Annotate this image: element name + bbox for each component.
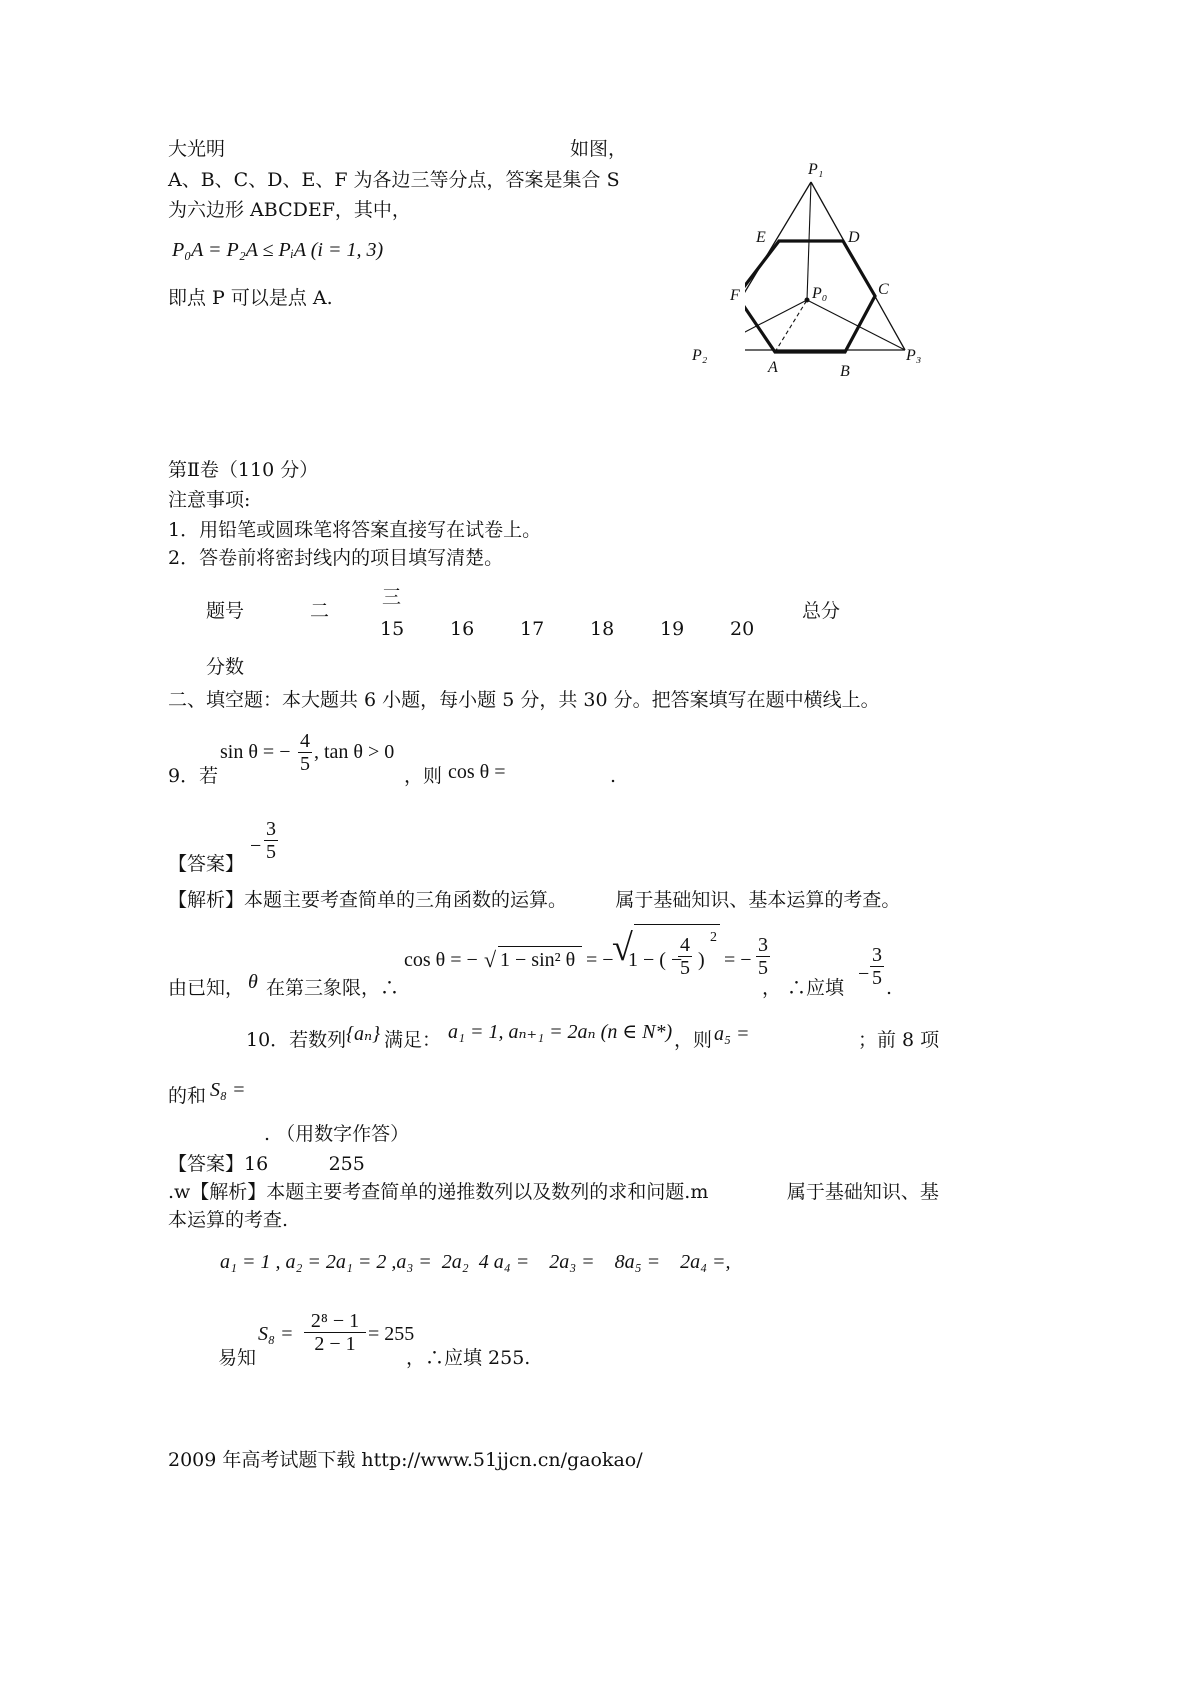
q9-result-num: 3 <box>758 934 768 956</box>
score-table-total: 总分 <box>802 600 841 622</box>
q10-sum-prefix: 的和 <box>168 1085 207 1107</box>
notice-item-1: 1．用铅笔或圆珠笔将答案直接写在试卷上。 <box>168 519 542 541</box>
q9-answer-label: 【答案】 <box>168 853 245 875</box>
q9-answer-fraction <box>264 818 278 863</box>
q9-solve-a: cos θ = − <box>404 949 478 971</box>
score-table-sub-18: 18 <box>590 618 615 640</box>
q9-solve-c: = − <box>724 949 752 971</box>
q9-fraction <box>298 730 312 775</box>
q9-period: . <box>886 977 893 999</box>
q10-seq-line: a₁ = 1 , a₂ = 2a₁ = 2 ,a₃ = 2a₂ 4 a₄ = 2a₃ = 8a₅ = 2a₄ =, <box>220 1251 731 1273</box>
q10-satisfy: 满足： <box>384 1029 442 1051</box>
q9-end: . <box>610 765 617 787</box>
score-table-sub-20: 20 <box>730 618 755 640</box>
score-table-sub-16: 16 <box>450 618 475 640</box>
q9-answer-sign: − <box>250 835 262 857</box>
q9-ask: cos θ = <box>448 761 506 783</box>
q10-first8: ；前 8 项 <box>858 1029 940 1051</box>
hexagon-abcdef <box>745 241 875 352</box>
q10-cond: a₁ = 1, aₙ₊₁ = 2aₙ (n ∈ N*) <box>448 1021 673 1043</box>
q9-big-inner-a: 1 − ( − <box>628 949 683 971</box>
label-p1: P₁ <box>808 161 824 178</box>
q9-analysis: 【解析】本题主要考查简单的三角函数的运算。 属于基础知识、基本运算的考查。 <box>168 889 901 911</box>
q9-sup2: 2 <box>710 930 717 945</box>
q9-frac-den: 5 <box>300 753 310 775</box>
q10-s8-den: 2 − 1 <box>314 1333 356 1355</box>
q9-fill-sign: − <box>858 963 870 985</box>
label-f: F <box>730 287 740 304</box>
q10-then: ，则 <box>674 1029 713 1051</box>
q9-result-fraction <box>756 934 770 979</box>
q9-solve-prefix: 由已知， <box>168 977 245 999</box>
q9-fill-den: 5 <box>872 967 882 989</box>
q10-analysis-a: .w【解析】本题主要考查简单的递推数列以及数列的求和问题.m 属于基础知识、基 <box>168 1181 939 1203</box>
text-top-line4: 即点 P 可以是点 A. <box>168 287 333 309</box>
q10-s8: S₈ = <box>210 1079 246 1101</box>
q9-result-den: 5 <box>758 957 768 979</box>
sqrt-bar-1 <box>498 946 582 947</box>
line-p2-p0 <box>745 300 807 350</box>
score-table-sub-19: 19 <box>660 618 685 640</box>
point-p0 <box>805 298 810 303</box>
q10-s8-rhs: = 255 <box>368 1323 415 1345</box>
score-table-header-label: 题号 <box>206 600 245 622</box>
q9-cond-sin: sin θ = − <box>220 741 291 763</box>
q9-frac-num: 4 <box>300 730 310 752</box>
text-top-line1-right: 如图， <box>570 138 628 160</box>
label-p2: P₂ <box>692 347 708 364</box>
score-table-col-er: 二 <box>310 600 330 622</box>
q9-cond-tan: , tan θ > 0 <box>314 741 395 763</box>
q10-easy-prefix: 易知 <box>218 1347 257 1369</box>
q9-then: ，则 <box>404 765 443 787</box>
sqrt-sign-1: √ <box>484 947 497 972</box>
q9-solve-mid: 在第三象限，∴ <box>266 977 400 999</box>
text-top-line3: 为六边形 ABCDEF，其中， <box>168 199 411 221</box>
q10-prefix: 10．若数列 <box>246 1029 347 1051</box>
score-table-col-san: 三 <box>382 586 402 608</box>
q10-s8-num: 2⁸ − 1 <box>310 1310 360 1332</box>
text-top-line2: A、B、C、D、E、F 为各边三等分点，答案是集合 S <box>168 169 620 191</box>
notice-title: 注意事项: <box>168 489 251 511</box>
q10-fill-end: ，∴应填 255. <box>406 1347 531 1369</box>
q9-fill-num: 3 <box>872 944 882 966</box>
q10-answer: 【答案】16 255 <box>168 1153 365 1175</box>
text-top-line1-left: 大光明 <box>168 138 226 160</box>
q10-seq: {aₙ} <box>346 1023 381 1045</box>
label-a: A <box>768 359 778 376</box>
score-table-sub-15: 15 <box>380 618 405 640</box>
label-d: D <box>848 229 860 246</box>
fill-section-title: 二、填空题：本大题共 6 小题，每小题 5 分，共 30 分。把答案填写在题中横线上。 <box>168 689 880 711</box>
q9-fill-fraction <box>870 944 884 989</box>
formula-distance: P₀A = P₂A ≤ PᵢA (i = 1, 3) <box>172 239 384 261</box>
q9-solve-b: = − <box>586 949 614 971</box>
q10-analysis-b: 本运算的考查. <box>168 1209 289 1231</box>
q9-answer-num: 3 <box>266 818 276 840</box>
section2-title: 第Ⅱ卷（110 分） <box>168 459 319 481</box>
label-c: C <box>878 281 889 298</box>
q9-answer-den: 5 <box>266 841 276 863</box>
label-p3: P₃ <box>906 347 922 364</box>
q9-prefix: 9．若 <box>168 765 219 787</box>
sqrt-bar-2 <box>634 924 720 925</box>
label-e: E <box>756 229 766 246</box>
notice-item-2: 2．答卷前将密封线内的项目填写清楚。 <box>168 547 504 569</box>
q9-comma-fill: ， ∴应填 <box>762 977 845 999</box>
q10-a5: a₅ = <box>714 1023 750 1045</box>
sqrt-sign-2: √ <box>612 927 633 969</box>
q9-inner-fraction <box>678 934 692 979</box>
q9-big-inner-b: ) <box>698 949 705 971</box>
q10-s8-fraction <box>304 1310 366 1355</box>
q10-note: . （用数字作答） <box>264 1123 410 1145</box>
q9-theta: θ <box>248 971 258 993</box>
q9-inner-den: 5 <box>680 957 690 979</box>
page-footer: 2009 年高考试题下载 http://www.51jjcn.cn/gaokao/ <box>168 1449 643 1471</box>
q9-root-inner: 1 − sin² θ <box>500 949 576 971</box>
label-p0: P₀ <box>812 285 828 302</box>
score-table-sub-17: 17 <box>520 618 545 640</box>
score-table-row-label: 分数 <box>206 656 245 678</box>
q9-inner-num: 4 <box>680 934 690 956</box>
q10-s8-lhs: S₈ = <box>258 1323 294 1345</box>
label-b: B <box>840 363 850 380</box>
